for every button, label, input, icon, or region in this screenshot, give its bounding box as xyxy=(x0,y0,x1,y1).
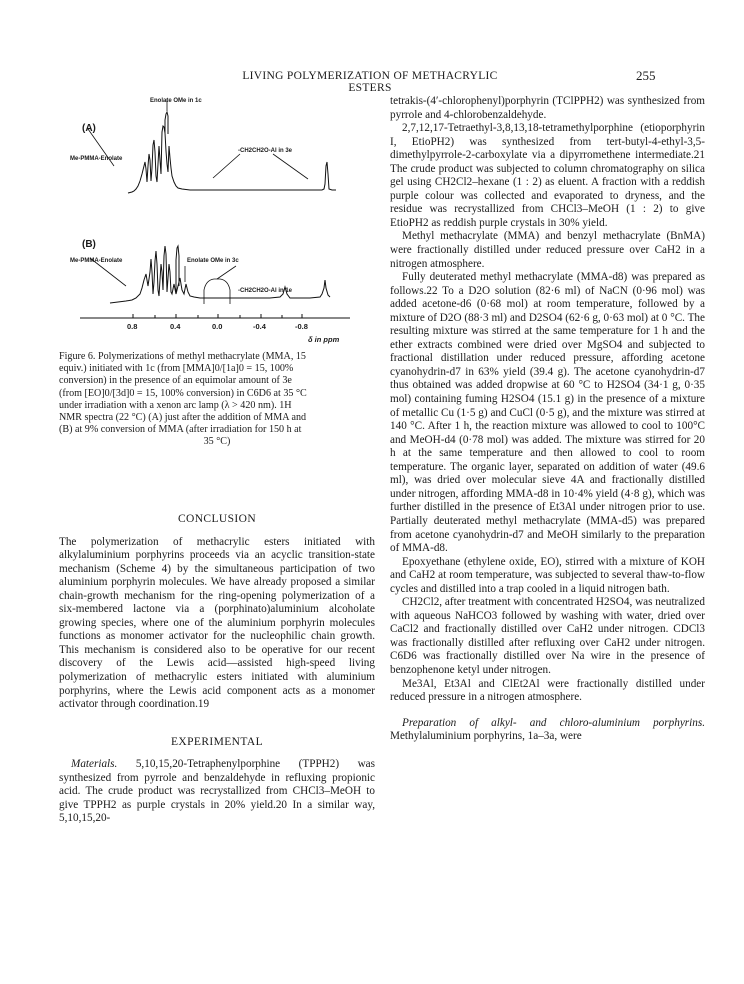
materials-paragraph xyxy=(59,758,375,826)
caption-line: (B) at 9% conversion of MMA (after irradiation for 150 h at xyxy=(59,424,302,436)
caption-line: Figure 6. Polymerizations of methyl methacrylate (MMA, 15 xyxy=(59,351,306,362)
spectrum-a-trace xyxy=(128,126,336,193)
spectrum-a-enolate-peak xyxy=(165,112,168,134)
tick-label-0.0: 0.0 xyxy=(212,322,223,331)
paragraph: 2,7,12,17-Tetraethyl-3,8,13,18-tetramethylporphine (etioporphyrin I, EtioPH2) was synthesized from tert-butyl-4-ethyl-3,5-dimethylpyrrole-2-carboxylate via a dipyrromethene intermediate.21 The crude product was subjected to column chromatography on silica gel using CH2Cl2–hexane (1 : 2) as eluent. A fraction with a reddish purple colour was collected and evaporated to dryness, and the residue was recrystallized from CHCl3–MeOH (1 : 2) to give EtioPH2 as reddish purple crystals in 30% yield. xyxy=(390,122,705,229)
paragraph: tetrakis-(4′-chlorophenyl)porphyrin (TClPPH2) was synthesized from pyrrole and 4-chlorobenzaldehyde. xyxy=(390,95,705,121)
paragraph: CH2Cl2, after treatment with concentrated H2SO4, was neutralized with aqueous NaHCO3 followed by washing with water, dried over CaCl2 and fractionally distilled over CaH2 under nitrogen. CDCl3 was fractionally distilled after refluxing over CaH2 under nitrogen. C6D6 was fractionally distilled over Na wire in the presence of benzophenone ketyl under nitrogen. xyxy=(390,596,705,676)
conclusion-paragraph: The polymerization of methacrylic esters initiated with alkylaluminium porphyrins proceeds via an acyclic transition-state mechanism (Scheme 4) by the simultaneous participation of two aluminium porphyrin molecules. We have already proposed a similar chain-growth mechanism for the ring-opening polymerization of a six-membered lactone via a (porphinato)aluminium alcoholate growing species, where one of the aluminium porphyrin molecules functions as monomer activator for the nucleophilic chain growth. This mechanism is considered also to be operative for our recent discovery of the Lewis acid—assisted high-speed living polymerization of methacrylic esters initiated with aluminium porphyrins, where the Lewis acid component acts as a monomer activator through coordination.19 xyxy=(59,535,375,711)
materials-text: 5,10,15,20-Tetraphenylporphine (TPPH2) was synthesized from pyrrole and benzaldehyde in refluxing propionic acid. The crude product was recrystallized from CHCl3–MeOH to give TPPH2 as purple crystals in 20% yield.20 In a similar way, 5,10,15,20- xyxy=(59,758,375,825)
tick-label-minus-0.4: -0.4 xyxy=(253,322,266,331)
preparation-paragraph xyxy=(390,717,705,744)
preparation-text: Methylaluminium porphyrins, 1a–3a, were xyxy=(390,730,582,743)
tick-label-0.8: 0.8 xyxy=(127,322,138,331)
caption-line: 35 °C) xyxy=(203,436,231,448)
caption-line: (from [EO]0/[3d]0 = 15, 100% conversion) in C6D6 at 35 °C xyxy=(59,387,307,399)
conclusion-heading: CONCLUSION xyxy=(177,513,257,525)
materials-lead: Materials. xyxy=(71,758,118,771)
right-column xyxy=(390,95,705,744)
panel-a-label: (A) xyxy=(82,123,96,134)
axis-unit-label: δ in ppm xyxy=(308,335,340,344)
preparation-lead: Preparation of alkyl- and chloro-aluminium porphyrins. xyxy=(402,716,705,729)
paragraph: Me3Al, Et3Al and ClEt2Al were fractionally distilled under reduced pressure in a nitrogen atmosphere. xyxy=(390,677,705,704)
caption-line: equiv.) initiated with 1c (from [MMA]0/[1a]0 = 15, 100% xyxy=(59,363,294,375)
caption-line: conversion) in the presence of an equimolar amount of 3e xyxy=(59,375,292,387)
arrow-a-ch2-left xyxy=(213,154,240,178)
page-number: 255 xyxy=(636,68,656,83)
nmr-spectra-svg xyxy=(70,96,370,346)
caption-line: NMR spectra (22 °C) (A) just after the addition of MMA and xyxy=(59,412,307,424)
paragraph: Fully deuterated methyl methacrylate (MMA-d8) was prepared as follows.22 To a D2O solution (82·6 ml) of NaCN (0·96 mol) was added acetone-d6 (0·68 mol) at room temperature, followed by a mixture of D2O (88·3 ml) and D2SO4 (62·6 g, 0·63 mol) at 0 °C. The resulting mixture was stirred at the same temperature for 1 h and the ether extracts combined were dried over MgSO4 and subjected to fractional distillation under reduced pressure, affording acetone cyanohydrin-d7 in 63% yield (39.4 g). The acetone cyanohydrin-d7 thus obtained was added dropwise at 60 °C to H2SO4 (34·1 g, 0·35 mol) containing fuming H2SO4 (15.1 g) in the presence of a mixture of metallic Cu (1·5 g) and CuCl (0·5 g), and the mixture was stirred at 140 °C. After 1 h, the reaction mixture was allowed to cool to 100°C and MeOH-d4 (0·78 mol) was added. The mixture was stirred for 20 h at the same temperature and then allowed to cool to room temperature. The organic layer, separated on addition of water (49.6 ml), was dried over molecular sieve 4A and fractionally distilled under nitrogen, affording MMA-d8 in 10·4% yield (4·8 g), which was further distilled in the presence of Et3Al under nitrogen prior to use. Partially deuterated methyl methacrylate (MMA-d5) was prepared from acetone cyanohydrin-d7 and MeOH similarly to the preparation of MMA-d8. xyxy=(390,271,705,555)
arrow-b-ch2 xyxy=(217,266,236,279)
label-me-pmma-enolate-a: Me-PMMA-Enolate xyxy=(70,156,123,162)
nmr-figure xyxy=(70,96,370,346)
running-title: LIVING POLYMERIZATION OF METHACRYLIC ESTERS xyxy=(242,70,498,94)
paragraph: Methyl methacrylate (MMA) and benzyl methacrylate (BnMA) were fractionally distilled under reduced pressure over CaH2 in a nitrogen atmosphere. xyxy=(390,230,705,270)
arrow-a-ch2-right xyxy=(273,154,308,179)
tick-label-minus-0.8: -0.8 xyxy=(295,322,308,331)
label-enolate-ome-1c: Enolate OMe in 1c xyxy=(150,98,202,104)
label-ch2ch2o-al-3e: -CH2CH2O-Al in 3e xyxy=(238,148,293,154)
figure-caption xyxy=(59,351,375,449)
axis-ticks xyxy=(133,314,302,318)
label-enolate-ome-3c: Enolate OMe in 3c xyxy=(187,258,239,264)
label-ch2ch2o-al-1e: -CH2CH2O-Al in 1e xyxy=(238,288,293,294)
left-column xyxy=(59,513,375,826)
spectrum-b-trace xyxy=(110,246,330,303)
panel-b-label: (B) xyxy=(82,239,96,250)
label-me-pmma-enolate-b: Me-PMMA-Enolate xyxy=(70,258,123,264)
experimental-heading: EXPERIMENTAL xyxy=(170,735,264,748)
caption-line: under irradiation with a xenon arc lamp (λ > 420 nm). 1H xyxy=(59,399,292,411)
paragraph: Epoxyethane (ethylene oxide, EO), stirred with a mixture of KOH and CaH2 at room temperature, was subjected to several thaw-to-flow cycles and distilled into a trap cooled in a liquid nitrogen bath. xyxy=(390,555,705,595)
bracket-b-ch2 xyxy=(204,279,230,304)
tick-label-0.4: 0.4 xyxy=(170,322,181,331)
